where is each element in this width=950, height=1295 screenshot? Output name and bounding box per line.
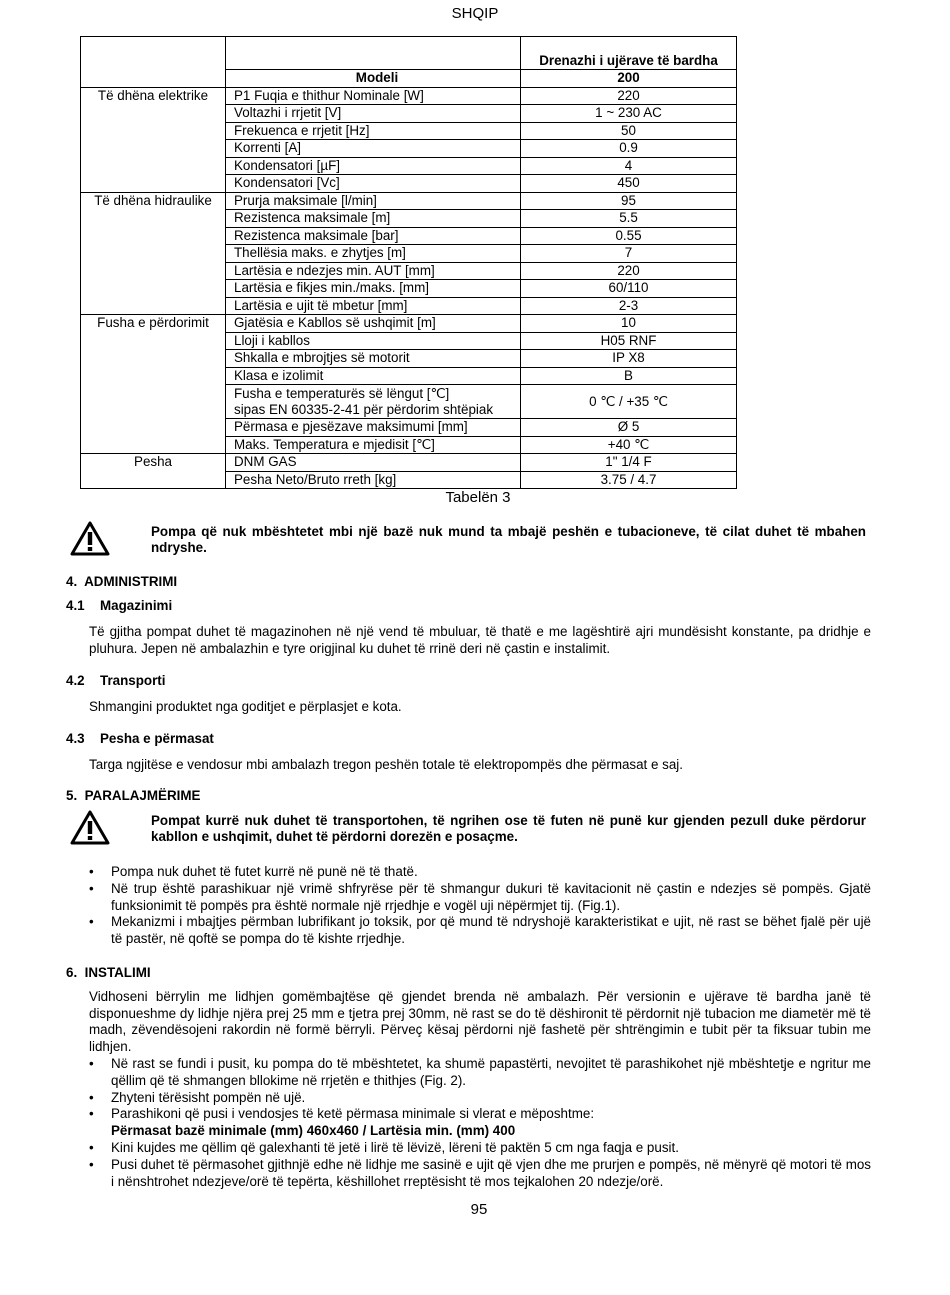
table-row: [81, 87, 737, 105]
section-number: 4.3: [66, 731, 85, 746]
warning-text-2: Pompat kurrë nuk duhet të transportohen, të ngrihen ose të futen në punë kur gjenden pezull duke përdorur kabllon e ushqimit, duhet të përdorni dorezën e posaçme.: [151, 813, 866, 844]
paragraph-transport: Shmangini produktet nga goditjet e përplasjet e kota.: [89, 699, 402, 714]
row-label: DNM GAS: [226, 454, 521, 472]
row-value: B: [521, 367, 737, 385]
row-value: 0 ℃ / +35 ℃: [521, 385, 737, 419]
section-6-bullets: [89, 1056, 871, 1190]
row-label: Klasa e izolimit: [226, 367, 521, 385]
section-number: 4.2: [66, 673, 85, 688]
list-item: • Kini kujdes me qëllim që galexhanti të jetë i lirë të lëvizë, lëreni të paktën 5 cm nga faqja e pusit.: [89, 1140, 871, 1157]
list-item: • Mekanizmi i mbajtjes përmban lubrifikant jo toksik, por që mund të ndryshojë karakteristikat e ujit, në rast se bëhet fjalë për ujë të pastër, në qoftë se pompa do të kishte rrjedhje.: [89, 914, 871, 948]
row-label: Lartësia e fikjes min./maks. [mm]: [226, 280, 521, 298]
row-label: Lartësia e ndezjes min. AUT [mm]: [226, 262, 521, 280]
group-hydraulic: Të dhëna hidraulike: [81, 192, 226, 315]
page-header: SHQIP: [451, 5, 499, 22]
list-item: • Në trup është parashikuar një vrimë shfryrëse për të shmangur dukuri të kavitacionit në çastin e ndezjes së pompës. Gjatë funksionimit të pompës pra është normale një rrjedhje e vogël uji nëpërmjet tij. (Fig.1).: [89, 881, 871, 915]
row-label: Përmasa e pjesëzave maksimumi [mm]: [226, 419, 521, 437]
model-label: Modeli: [226, 70, 521, 88]
list-item: • Zhyteni tërësisht pompën në ujë.: [89, 1090, 871, 1107]
section-5-heading: [66, 788, 200, 803]
row-label: Voltazhi i rrjetit [V]: [226, 105, 521, 123]
group-usage: Fusha e përdorimit: [81, 315, 226, 454]
row-value: 220: [521, 87, 737, 105]
row-value: H05 RNF: [521, 332, 737, 350]
row-label: Rezistenca maksimale [m]: [226, 210, 521, 228]
page-number: 95: [470, 1201, 488, 1218]
row-label: Gjatësia e Kabllos së ushqimit [m]: [226, 315, 521, 333]
section-4-2-heading: [66, 673, 165, 688]
row-label: Thellësia maks. e zhytjes [m]: [226, 245, 521, 263]
list-item: • Pusi duhet të përmasohet gjithnjë edhe në lidhje me sasinë e ujit që vjen dhe me prurjen e pompës, në mënyrë që motori të mos i nënshtrohet ndezjeve/orë të tepërta, këshillohet rreptësisht të mos tejkalohen 20 ndezje/orë.: [89, 1157, 871, 1191]
warning-icon: [70, 521, 110, 557]
section-number: 6.: [66, 965, 78, 980]
section-4-heading: [66, 574, 177, 589]
row-value: 2-3: [521, 297, 737, 315]
section-title: PARALAJMËRIME: [84, 788, 201, 803]
row-value: 1" 1/4 F: [521, 454, 737, 472]
section-5-bullets: [89, 864, 871, 948]
row-value: Ø 5: [521, 419, 737, 437]
row-value: 5.5: [521, 210, 737, 228]
model-value: 200: [521, 70, 737, 88]
row-value: 95: [521, 192, 737, 210]
row-label: Kondensatori [Vc]: [226, 175, 521, 193]
list-item: • Në rast se fundi i pusit, ku pompa do të mbështetet, ka shumë papastërti, nevojitet të parashikohet një mbështetje e ngritur me qëllim që të shmangen bllokime në rrjetën e thithjes (Fig. 2).: [89, 1056, 871, 1090]
group-electrical: Të dhëna elektrike: [81, 87, 226, 192]
section-4-3-heading: [66, 731, 214, 746]
paragraph-weight: Targa ngjitëse e vendosur mbi ambalazh tregon peshën totale të elektropompës dhe përmasat e saj.: [89, 757, 684, 772]
table-row: [81, 454, 737, 472]
row-value: +40 ℃: [521, 436, 737, 454]
row-label: Lloji i kabllos: [226, 332, 521, 350]
row-value: 50: [521, 122, 737, 140]
column-header: Drenazhi i ujërave të bardha: [521, 37, 737, 70]
row-label: Lartësia e ujit të mbetur [mm]: [226, 297, 521, 315]
row-value: 10: [521, 315, 737, 333]
row-value: 7: [521, 245, 737, 263]
table-caption: Tabelën 3: [445, 489, 511, 506]
section-number: 4.: [66, 574, 78, 589]
section-4-1-heading: [66, 598, 172, 613]
row-label: Kondensatori [µF]: [226, 157, 521, 175]
list-item: • Pompa nuk duhet të futet kurrë në punë në të thatë.: [89, 864, 871, 881]
row-label: Korrenti [A]: [226, 140, 521, 158]
row-label: P1 Fuqia e thithur Nominale [W]: [226, 87, 521, 105]
row-value: 450: [521, 175, 737, 193]
table-header-row: [81, 37, 737, 70]
row-label: Shkalla e mbrojtjes së motorit: [226, 350, 521, 368]
row-label-line1: Fusha e temperaturës së lëngut [℃]: [234, 386, 450, 401]
list-item-text: Parashikoni që pusi i vendosjes të ketë përmasa minimale si vlerat e mëposhtme:: [111, 1106, 595, 1122]
section-title: ADMINISTRIMI: [84, 574, 178, 589]
table-model-row: [81, 70, 737, 88]
row-label: Maks. Temperatura e mjedisit [℃]: [226, 436, 521, 454]
warning-icon: [70, 810, 110, 846]
row-value: IP X8: [521, 350, 737, 368]
row-value: 60/110: [521, 280, 737, 298]
spec-table: [80, 36, 737, 489]
row-label: [226, 385, 521, 419]
row-label: Frekuenca e rrjetit [Hz]: [226, 122, 521, 140]
row-label-line2: sipas EN 60335-2-41 për përdorim shtëpiak: [234, 401, 494, 417]
row-label: Rezistenca maksimale [bar]: [226, 227, 521, 245]
row-value: 1 ~ 230 AC: [521, 105, 737, 123]
row-value: 0.55: [521, 227, 737, 245]
paragraph-installation: Vidhoseni bërrylin me lidhjen gomëmbajtëse që gjendet brenda në ambalazh. Për versionin e ujërave të bardha janë të disponueshme dy lidhje njëra prej 25 mm e tjetra prej 30mm, në rast se do të dëshironit të përdornit një tubacion me diametër më të madh, zëvendësojeni rakordin në formë bërryli. Përveç kësaj përdorni një fashetë për shtrëngimin e tubit për ta fiksuar tubin me lidhjen.: [89, 989, 871, 1054]
min-dimensions-text: Përmasat bazë minimale (mm) 460x460 / Lartësia min. (mm) 400: [111, 1123, 516, 1139]
section-title: INSTALIMI: [84, 965, 151, 980]
row-label: Pesha Neto/Bruto rreth [kg]: [226, 471, 521, 489]
row-value: 220: [521, 262, 737, 280]
section-title: Transporti: [100, 673, 166, 688]
section-number: 5.: [66, 788, 78, 803]
warning-text-1: Pompa që nuk mbështetet mbi një bazë nuk mund ta mbajë peshën e tubacioneve, të cilat duhet të mbahen ndryshe.: [151, 524, 866, 555]
group-weight: Pesha: [81, 454, 226, 489]
section-title: Magazinimi: [100, 598, 173, 613]
section-number: 4.1: [66, 598, 85, 613]
row-value: 3.75 / 4.7: [521, 471, 737, 489]
paragraph-storage: Të gjitha pompat duhet të magazinohen në një vend të mbuluar, të thatë e me lagështirë ajri mundësisht konstante, pa dridhje e pluhura. Jepen në ambalazhin e tyre origjinal ku duhet të rrinë deri në çastin e instalimit.: [89, 624, 871, 656]
row-value: 4: [521, 157, 737, 175]
table-row: [81, 192, 737, 210]
row-label: Prurja maksimale [l/min]: [226, 192, 521, 210]
row-value: 0.9: [521, 140, 737, 158]
list-item: [89, 1106, 871, 1140]
table-row: [81, 315, 737, 333]
section-6-heading: [66, 965, 151, 980]
section-title: Pesha e përmasat: [100, 731, 214, 746]
